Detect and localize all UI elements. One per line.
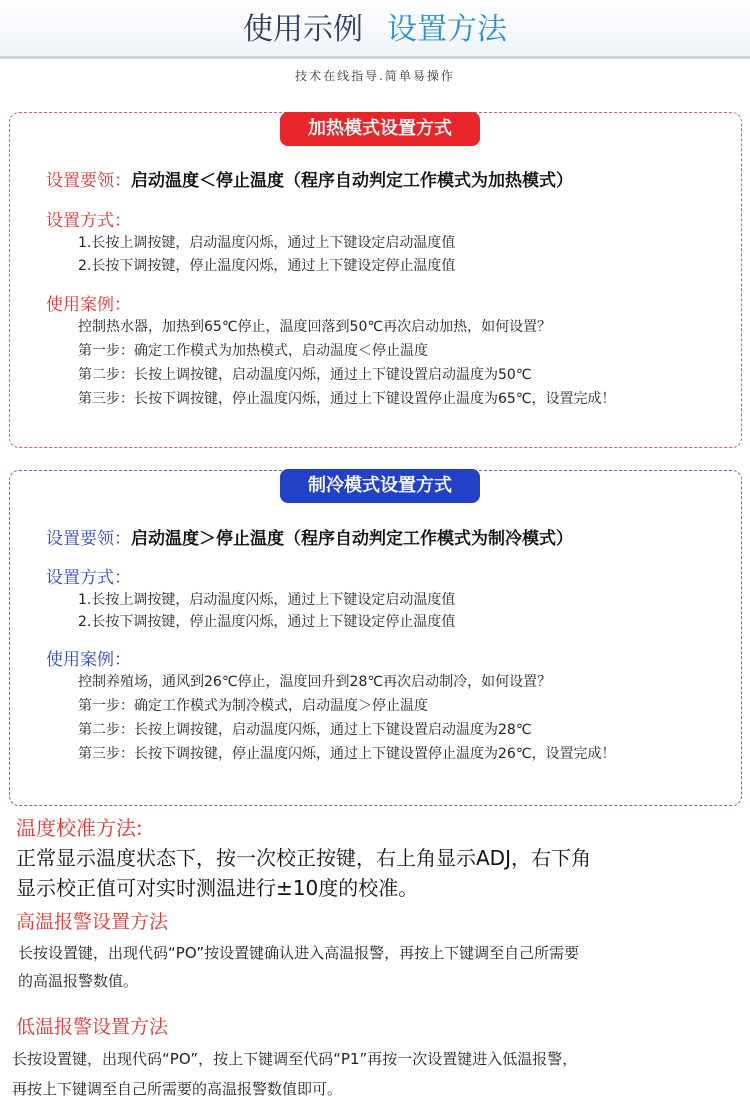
high-alarm-title: 高温报警设置方法 [16, 911, 169, 933]
heating-method-label: 设置方式： [46, 211, 131, 231]
heating-key-text: 启动温度＜停止温度（程序自动判定工作模式为加热模式） [131, 171, 573, 191]
page-header [0, 0, 750, 60]
heating-method-line: 1.长按上调按键，启动温度闪烁，通过上下键设定启动温度值 [78, 235, 456, 251]
calibration-title: 温度校准方法: [16, 816, 143, 840]
header-divider [0, 56, 750, 59]
cooling-method-line: 1.长按上调按键，启动温度闪烁，通过上下键设定启动温度值 [78, 592, 456, 608]
heating-case-line: 第三步：长按下调按键，停止温度闪烁，通过上下键设置停止温度为65℃，设置完成！ [78, 391, 616, 407]
cooling-method-label: 设置方式： [46, 568, 131, 588]
cooling-key-row [46, 524, 573, 549]
calibration-line: 显示校正值可对实时测温进行±10度的校准。 [16, 876, 419, 900]
heating-method-line: 2.长按下调按键，停止温度闪烁，通过上下键设定停止温度值 [78, 258, 456, 274]
cooling-key-text: 启动温度＞停止温度（程序自动判定工作模式为制冷模式） [131, 529, 573, 549]
high-alarm-line: 的高温报警数值。 [18, 972, 139, 990]
heating-case-line: 第一步：确定工作模式为加热模式，启动温度＜停止温度 [78, 343, 428, 359]
title-left: 使用示例 [243, 12, 363, 47]
low-alarm-line: 再按上下键调至自己所需要的高温报警数值即可。 [12, 1080, 343, 1098]
cooling-key-label: 设置要领： [46, 529, 131, 549]
page-title [0, 10, 750, 50]
page-subtitle: 技术在线指导.简单易操作 [295, 69, 455, 83]
title-right: 设置方法 [387, 12, 507, 47]
heating-key-label: 设置要领： [46, 171, 131, 191]
heating-case-line: 控制热水器，加热到65℃停止，温度回落到50℃再次启动加热，如何设置？ [78, 319, 552, 335]
heating-case-line: 第二步：长按上调按键，启动温度闪烁，通过上下键设置启动温度为50℃ [78, 367, 532, 383]
heating-key-row [46, 166, 573, 191]
cooling-case-line: 第二步：长按上调按键，启动温度闪烁，通过上下键设置启动温度为28℃ [78, 722, 532, 738]
low-alarm-title: 低温报警设置方法 [16, 1016, 169, 1038]
heating-case-label: 使用案例： [46, 295, 131, 315]
low-alarm-line: 长按设置键，出现代码“PO”，按上下键调至代码“P1”再按一次设置键进入低温报警， [12, 1050, 578, 1068]
cooling-case-label: 使用案例： [46, 650, 131, 670]
cooling-badge: 制冷模式设置方式 [280, 469, 480, 503]
heating-badge: 加热模式设置方式 [280, 112, 480, 146]
cooling-case-line: 第三步：长按下调按键，停止温度闪烁，通过上下键设置停止温度为26℃，设置完成！ [78, 746, 616, 762]
cooling-case-line: 控制养殖场，通风到26℃停止，温度回升到28℃再次启动制冷，如何设置？ [78, 674, 552, 690]
high-alarm-line: 长按设置键，出现代码“PO”按设置键确认进入高温报警，再按上下键调至自己所需要 [18, 944, 580, 962]
cooling-case-line: 第一步：确定工作模式为制冷模式，启动温度＞停止温度 [78, 698, 428, 714]
cooling-method-line: 2.长按下调按键，停止温度闪烁，通过上下键设定停止温度值 [78, 614, 456, 630]
calibration-line: 正常显示温度状态下，按一次校正按键，右上角显示ADJ，右下角 [16, 846, 591, 870]
